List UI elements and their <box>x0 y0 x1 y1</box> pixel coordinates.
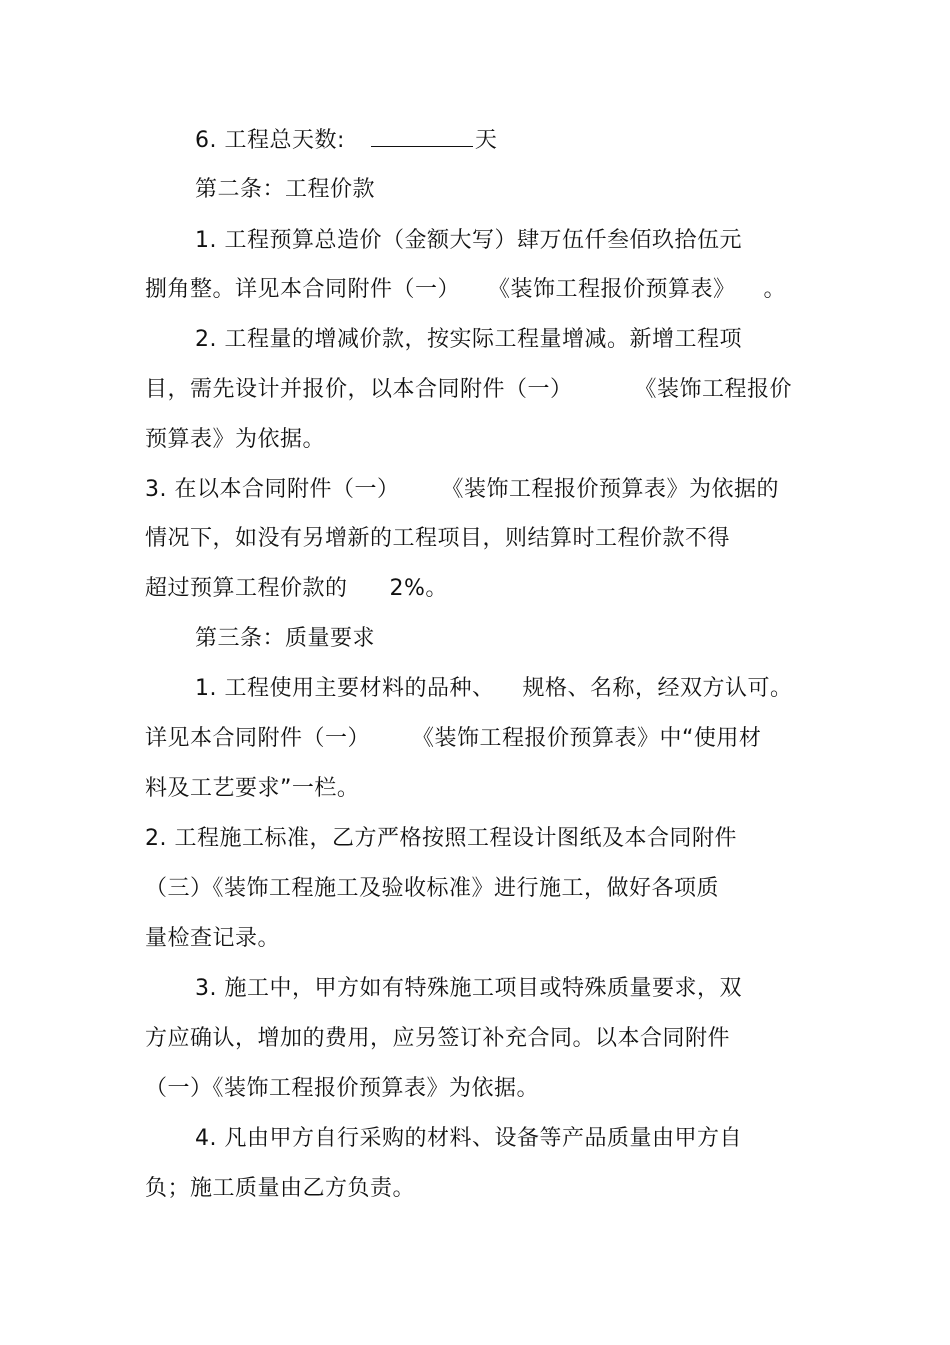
paragraph-line <box>195 675 793 703</box>
text-span: 2%。 <box>389 576 448 601</box>
total-days-line <box>195 127 497 155</box>
paragraph-line: 方应确认，增加的费用，应另签订补充合同。以本合同附件 <box>145 1026 731 1051</box>
text-span: 目，需先设计并报价，以本合同附件（一） <box>145 377 573 402</box>
text-span: 《装饰工程报价预算表》中“使用材 <box>412 726 762 751</box>
paragraph-line: 3. 施工中，甲方如有特殊施工项目或特殊质量要求，双 <box>195 976 742 1001</box>
text-span: 捌角整。详见本合同附件（一） <box>145 277 461 302</box>
paragraph-line: 2. 工程量的增减价款，按实际工程量增减。新增工程项 <box>195 327 742 352</box>
paragraph-line: 量检查记录。 <box>145 926 281 951</box>
article-2-heading: 第二条：工程价款 <box>195 177 376 202</box>
text-span: 3. 在以本合同附件（一） <box>145 477 400 502</box>
paragraph-line: 料及工艺要求”一栏。 <box>145 776 360 801</box>
total-days-label: 6. 工程总天数: <box>195 128 345 153</box>
paragraph-line <box>145 276 786 304</box>
total-days-blank[interactable] <box>371 128 473 147</box>
paragraph-line: 预算表》为依据。 <box>145 427 326 452</box>
text-span: 规格、名称，经双方认可。 <box>522 676 793 701</box>
text-span: 超过预算工程价款的 <box>145 576 348 601</box>
paragraph-line <box>145 376 792 404</box>
paragraph-line: 情况下，如没有另增新的工程项目，则结算时工程价款不得 <box>145 526 731 551</box>
days-unit: 天 <box>474 128 498 153</box>
text-span: 《装饰工程报价预算表》为依据的 <box>441 477 779 502</box>
paragraph-line: （一）《装饰工程报价预算表》为依据。 <box>145 1076 540 1101</box>
paragraph-line: 2. 工程施工标准，乙方严格按照工程设计图纸及本合同附件 <box>145 826 737 851</box>
text-span: 。 <box>763 277 787 302</box>
article-3-heading: 第三条：质量要求 <box>195 626 376 651</box>
paragraph-line <box>145 476 779 504</box>
text-span: 《装饰工程报价 <box>634 377 793 402</box>
paragraph-line: 4. 凡由甲方自行采购的材料、设备等产品质量由甲方自 <box>195 1126 742 1151</box>
paragraph-line: 1. 工程预算总造价（金额大写）肆万伍仟叁佰玖拾伍元 <box>195 228 742 253</box>
paragraph-line: 负；施工质量由乙方负责。 <box>145 1176 416 1201</box>
text-span: 1. 工程使用主要材料的品种、 <box>195 676 495 701</box>
paragraph-line <box>145 725 761 753</box>
paragraph-line <box>145 575 448 603</box>
text-span: 详见本合同附件（一） <box>145 726 371 751</box>
paragraph-line: （三）《装饰工程施工及验收标准》进行施工，做好各项质 <box>145 876 720 901</box>
text-span: 《装饰工程报价预算表》 <box>488 277 736 302</box>
